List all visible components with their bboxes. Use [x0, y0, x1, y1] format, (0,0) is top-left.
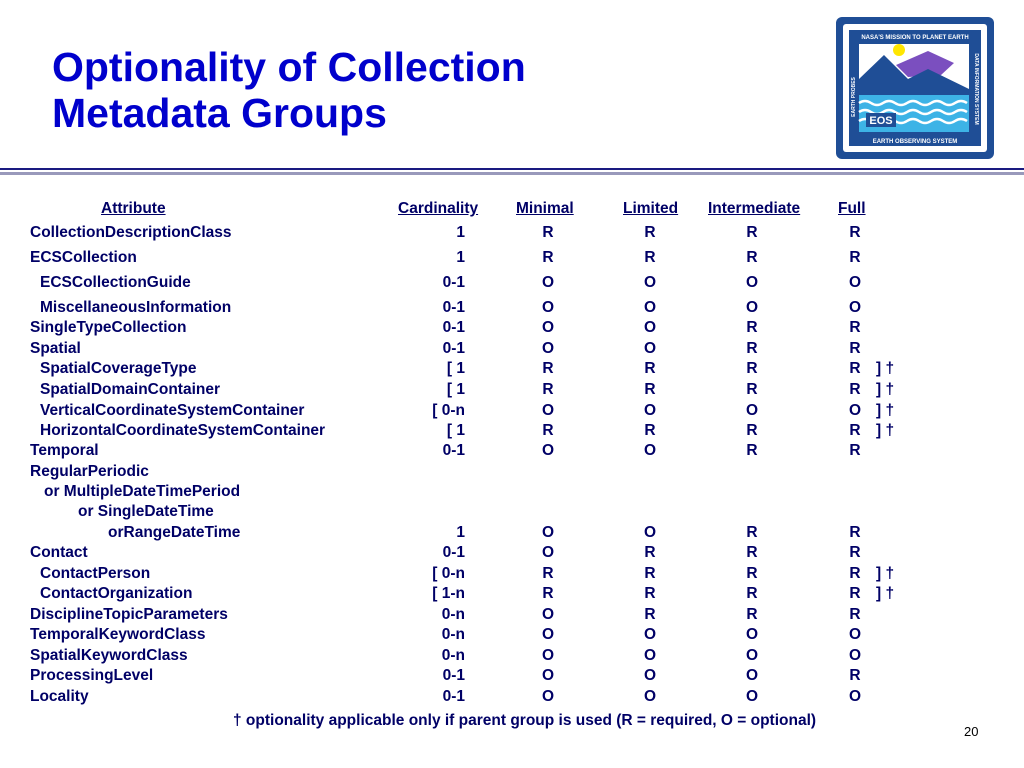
row-limited: O	[643, 688, 657, 705]
table-row	[0, 441, 1024, 461]
row-intermediate: R	[746, 585, 758, 602]
row-full: R	[849, 544, 861, 561]
row-limited: R	[644, 585, 656, 602]
row-intermediate: R	[746, 224, 758, 241]
row-full: R	[849, 422, 861, 439]
row-intermediate: O	[745, 667, 759, 684]
table-row	[0, 248, 1024, 268]
row-cardinality: 0-1	[442, 688, 465, 705]
row-minimal: R	[542, 565, 554, 582]
row-name: ECSCollectionGuide	[40, 274, 191, 291]
row-minimal: O	[541, 402, 555, 419]
row-name: ContactOrganization	[40, 585, 193, 602]
table-row	[0, 298, 1024, 318]
header-full: Full	[838, 200, 866, 217]
row-limited: O	[643, 402, 657, 419]
row-name: ECSCollection	[30, 249, 137, 266]
row-cardinality: 0-1	[442, 274, 465, 291]
title-line-1: Optionality of Collection	[52, 44, 526, 90]
row-cardinality: [ 0-n	[432, 565, 465, 582]
row-name: TemporalKeywordClass	[30, 626, 206, 643]
row-limited: O	[643, 524, 657, 541]
row-cardinality: [ 1	[446, 360, 465, 377]
row-limited: O	[643, 319, 657, 336]
row-minimal: O	[541, 442, 555, 459]
table-row	[0, 318, 1024, 338]
row-bracket-note: ] †	[876, 585, 895, 602]
row-limited: R	[644, 381, 656, 398]
logo-top-text: NASA'S MISSION TO PLANET EARTH	[861, 35, 969, 41]
table-row	[0, 523, 1024, 543]
row-cardinality: 0-n	[441, 647, 465, 664]
row-limited: O	[643, 442, 657, 459]
row-limited: R	[644, 544, 656, 561]
row-intermediate: O	[745, 274, 759, 291]
table-row	[0, 339, 1024, 359]
row-full: R	[849, 606, 861, 623]
row-limited: O	[643, 626, 657, 643]
row-bracket-note: ] †	[876, 565, 895, 582]
row-intermediate: R	[746, 360, 758, 377]
table-row	[0, 359, 1024, 379]
row-limited: O	[643, 340, 657, 357]
row-name: DisciplineTopicParameters	[30, 606, 228, 623]
row-intermediate: O	[745, 688, 759, 705]
row-name: HorizontalCoordinateSystemContainer	[40, 422, 326, 439]
table-header	[0, 199, 1024, 219]
row-full: R	[849, 381, 861, 398]
table-row	[0, 273, 1024, 293]
row-full: R	[849, 360, 861, 377]
sun-icon	[893, 44, 905, 56]
row-name: CollectionDescriptionClass	[30, 224, 232, 241]
row-minimal: O	[541, 299, 555, 316]
row-bracket-note: ] †	[876, 381, 895, 398]
row-full: R	[849, 524, 861, 541]
row-intermediate: R	[746, 544, 758, 561]
row-limited: R	[644, 224, 656, 241]
row-name: ProcessingLevel	[30, 667, 154, 684]
row-minimal: R	[542, 224, 554, 241]
page-number: 20	[964, 724, 979, 739]
row-name: SpatialDomainContainer	[40, 381, 220, 398]
row-limited: R	[644, 422, 656, 439]
row-intermediate: O	[745, 402, 759, 419]
row-limited: O	[643, 667, 657, 684]
row-full: R	[849, 442, 861, 459]
row-minimal: O	[541, 626, 555, 643]
row-cardinality: [ 1-n	[432, 585, 465, 602]
table-row	[0, 421, 1024, 441]
row-limited: R	[644, 606, 656, 623]
row-intermediate: R	[746, 340, 758, 357]
row-bracket-note: ] †	[876, 360, 895, 377]
table-row	[0, 502, 1024, 522]
row-intermediate: R	[746, 422, 758, 439]
header-attribute: Attribute	[101, 200, 166, 217]
title-line-2: Metadata Groups	[52, 90, 387, 136]
row-cardinality: 0-n	[441, 606, 465, 623]
row-full: R	[849, 224, 861, 241]
header-limited: Limited	[623, 200, 679, 217]
table-row	[0, 223, 1024, 243]
table-row	[0, 584, 1024, 604]
row-intermediate: O	[745, 299, 759, 316]
title-divider-shadow	[0, 172, 1024, 175]
row-full: O	[848, 274, 862, 291]
eos-logo	[836, 17, 994, 159]
row-cardinality: [ 1	[446, 422, 465, 439]
row-name: Contact	[30, 544, 88, 561]
table-row	[0, 401, 1024, 421]
header-intermediate: Intermediate	[708, 200, 801, 217]
row-full: R	[849, 565, 861, 582]
row-cardinality: 0-1	[442, 667, 465, 684]
row-cardinality: 0-1	[442, 340, 465, 357]
row-full: R	[849, 667, 861, 684]
row-minimal: O	[541, 524, 555, 541]
row-full: O	[848, 402, 862, 419]
row-cardinality: 0-1	[442, 299, 465, 316]
row-cardinality: 1	[456, 224, 465, 241]
page-title	[52, 44, 526, 136]
row-full: R	[849, 340, 861, 357]
row-name: VerticalCoordinateSystemContainer	[40, 402, 305, 419]
logo-left-text: EARTH PROBES	[851, 77, 857, 117]
logo-right-text: DATA INFORMATION SYSTEM	[973, 53, 979, 125]
row-intermediate: R	[746, 249, 758, 266]
row-minimal: R	[542, 381, 554, 398]
row-intermediate: R	[746, 319, 758, 336]
row-cardinality: [ 1	[446, 381, 465, 398]
row-limited: R	[644, 565, 656, 582]
row-cardinality: 0-1	[442, 544, 465, 561]
row-minimal: O	[541, 274, 555, 291]
row-full: R	[849, 319, 861, 336]
row-minimal: O	[541, 688, 555, 705]
row-intermediate: R	[746, 565, 758, 582]
row-cardinality: 0-n	[441, 626, 465, 643]
row-name: MiscellaneousInformation	[40, 299, 232, 316]
row-intermediate: O	[745, 647, 759, 664]
row-full: O	[848, 626, 862, 643]
table-row	[0, 380, 1024, 400]
table-row	[0, 687, 1024, 707]
row-bracket-note: ] †	[876, 402, 895, 419]
row-limited: R	[644, 249, 656, 266]
row-name: ContactPerson	[40, 565, 151, 582]
row-intermediate: R	[746, 381, 758, 398]
row-cardinality: [ 0-n	[432, 402, 465, 419]
row-intermediate: R	[746, 524, 758, 541]
row-name: SingleTypeCollection	[30, 319, 187, 336]
row-minimal: R	[542, 360, 554, 377]
row-name: or MultipleDateTimePeriod	[44, 483, 241, 500]
footnote: † optionality applicable only if parent group is used (R = required, O = optional)	[233, 712, 817, 729]
header-cardinality: Cardinality	[398, 200, 479, 217]
row-minimal: O	[541, 606, 555, 623]
row-name: RegularPeriodic	[30, 463, 149, 480]
table-row	[0, 462, 1024, 482]
row-cardinality: 0-1	[442, 319, 465, 336]
table-row	[0, 625, 1024, 645]
row-full: O	[848, 647, 862, 664]
row-intermediate: R	[746, 442, 758, 459]
row-minimal: R	[542, 585, 554, 602]
title-divider	[0, 168, 1024, 170]
logo-eos-mark: EOS	[869, 115, 893, 127]
row-minimal: O	[541, 667, 555, 684]
header-minimal: Minimal	[516, 200, 574, 217]
row-intermediate: R	[746, 606, 758, 623]
row-cardinality: 1	[456, 524, 465, 541]
row-name: Temporal	[30, 442, 99, 459]
row-name: orRangeDateTime	[108, 524, 241, 541]
table-row	[0, 482, 1024, 502]
table-row	[0, 646, 1024, 666]
row-limited: R	[644, 360, 656, 377]
row-bracket-note: ] †	[876, 422, 895, 439]
row-name: Locality	[30, 688, 89, 705]
row-minimal: R	[542, 249, 554, 266]
row-limited: O	[643, 299, 657, 316]
row-cardinality: 1	[456, 249, 465, 266]
row-minimal: O	[541, 544, 555, 561]
row-minimal: R	[542, 422, 554, 439]
row-name: or SingleDateTime	[78, 503, 214, 520]
row-full: O	[848, 688, 862, 705]
row-limited: O	[643, 274, 657, 291]
row-minimal: O	[541, 647, 555, 664]
row-name: SpatialKeywordClass	[30, 647, 188, 664]
row-full: R	[849, 585, 861, 602]
row-minimal: O	[541, 340, 555, 357]
table-row	[0, 543, 1024, 563]
row-intermediate: O	[745, 626, 759, 643]
row-cardinality: 0-1	[442, 442, 465, 459]
row-full: O	[848, 299, 862, 316]
row-limited: O	[643, 647, 657, 664]
table-row	[0, 605, 1024, 625]
row-full: R	[849, 249, 861, 266]
logo-bottom-text: EARTH OBSERVING SYSTEM	[872, 139, 958, 145]
table-row	[0, 564, 1024, 584]
table-row	[0, 666, 1024, 686]
row-name: Spatial	[30, 340, 81, 357]
row-minimal: O	[541, 319, 555, 336]
row-name: SpatialCoverageType	[40, 360, 197, 377]
